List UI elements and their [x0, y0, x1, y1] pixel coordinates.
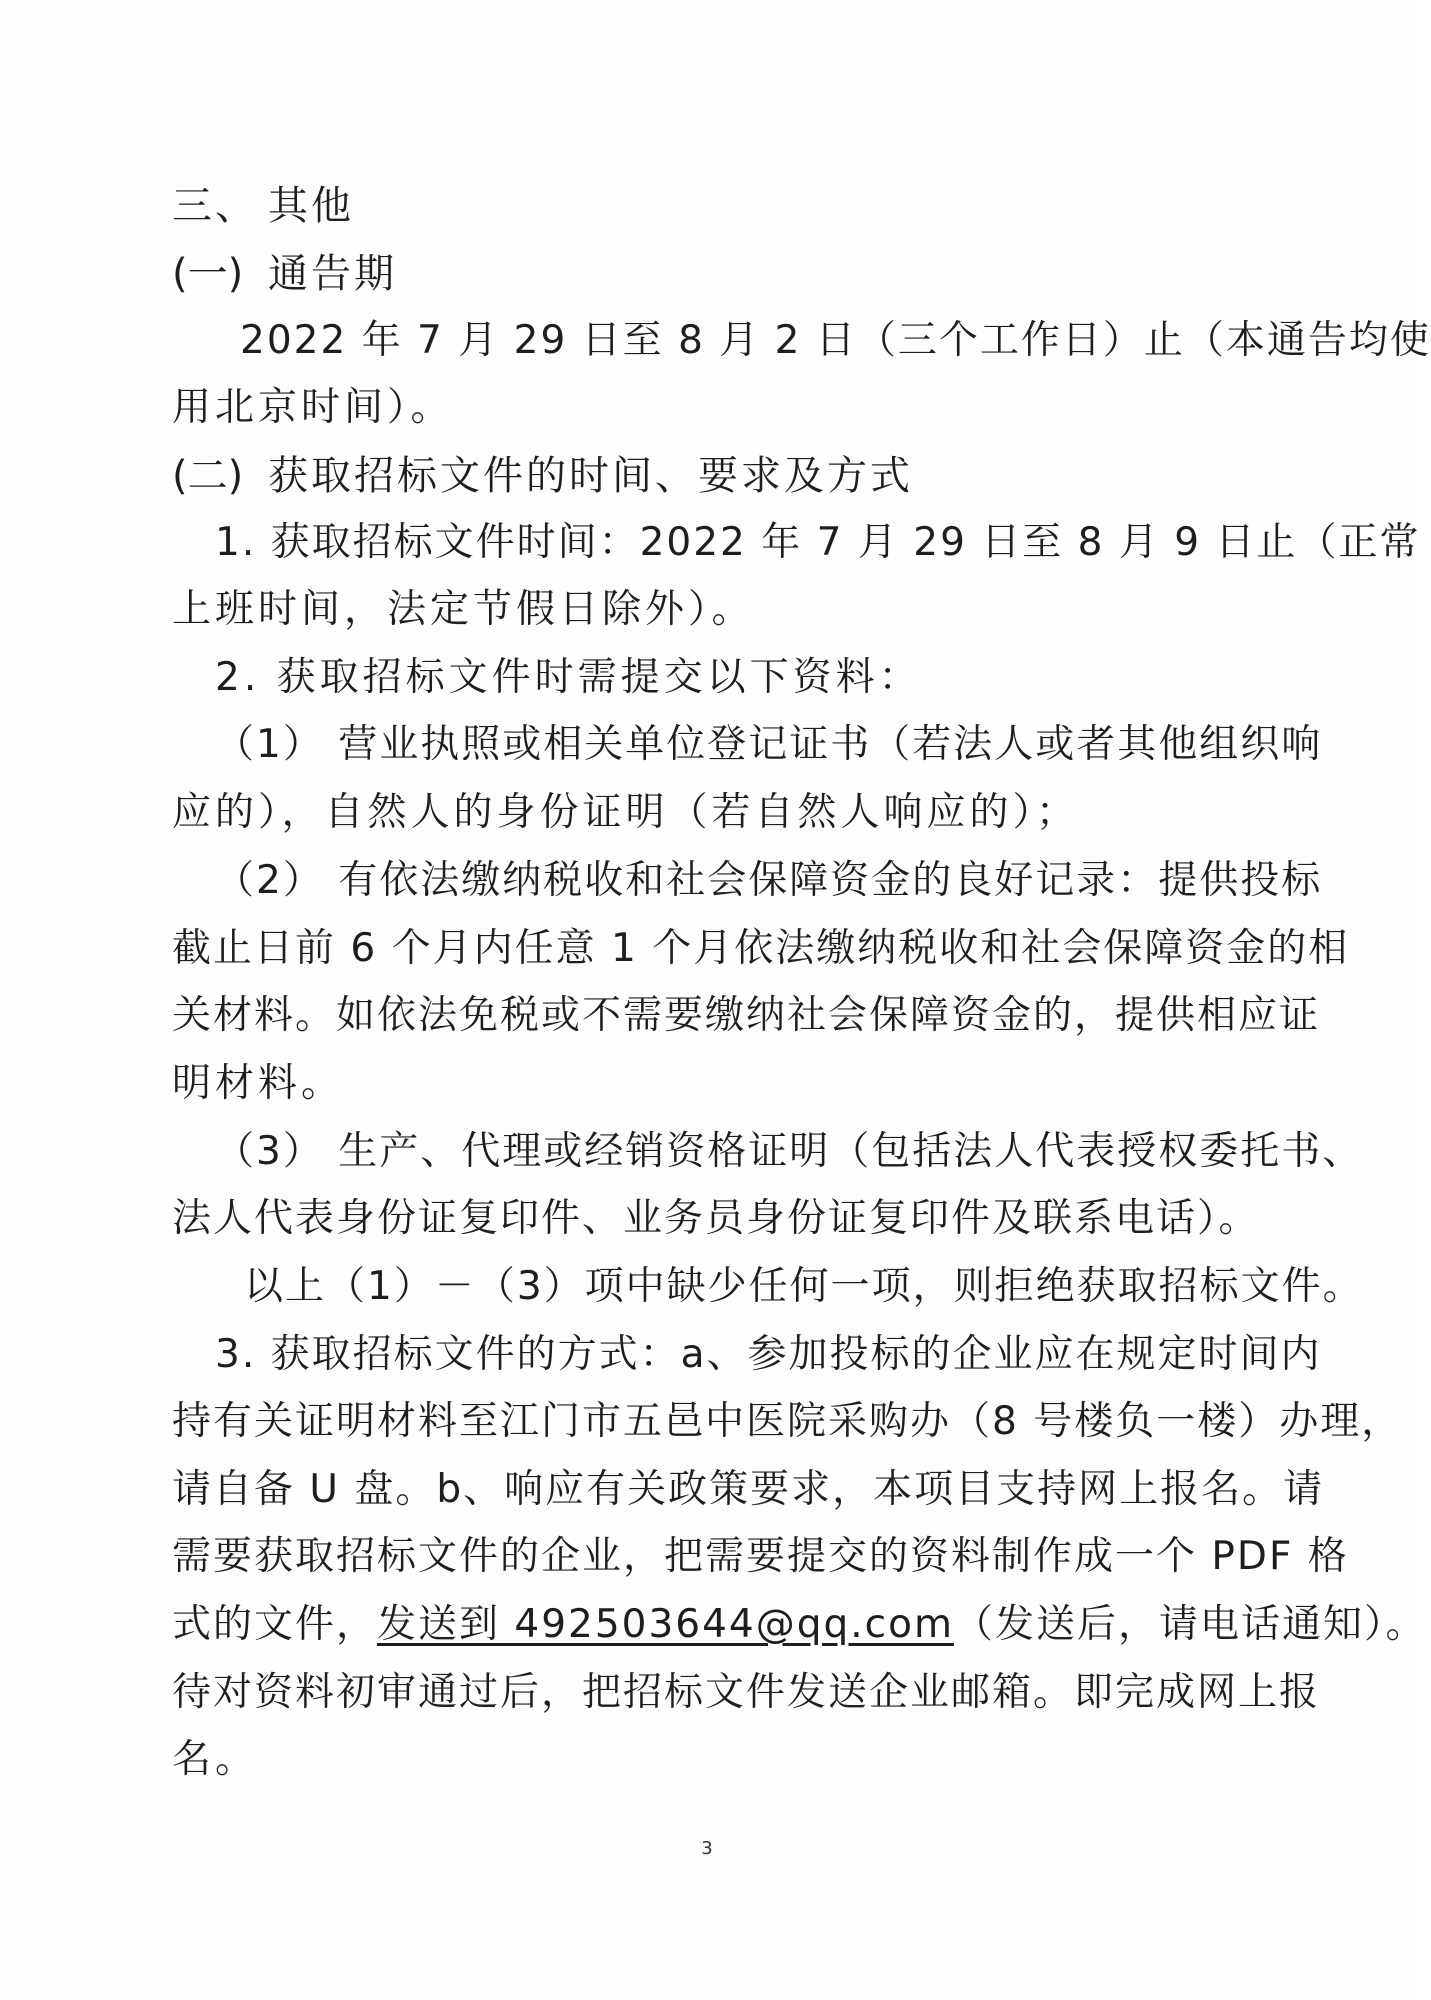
subsection-title: 通告期 [268, 251, 397, 297]
requirement2-line-3: 关材料。如依法免税或不需要缴纳社会保障资金的，提供相应证 [172, 993, 1321, 1038]
requirement3-line-2: 法人代表身份证复印件、业务员身份证复印件及联系电话）。 [172, 1196, 1260, 1241]
section-title: 其他 [268, 183, 354, 229]
notice-period-line-1: 2022 年 7 月 29 日至 8 月 2 日（三个工作日）止（本通告均使 [240, 318, 1431, 363]
subsection-number: (二) [172, 453, 244, 499]
page-number: 3 [701, 1838, 713, 1859]
item3-line-7: 名。 [172, 1737, 259, 1782]
notice-period-line-2: 用北京时间）。 [172, 385, 454, 430]
item1-line-1: 1. 获取招标文件时间：2022 年 7 月 29 日至 8 月 9 日止（正常 [215, 520, 1421, 565]
item3-line-3: 请自备 U 盘。b、响应有关政策要求，本项目支持网上报名。请 [172, 1467, 1325, 1512]
item3-line-1: 3. 获取招标文件的方式：a、参加投标的企业应在规定时间内 [215, 1332, 1322, 1377]
item1-line-2: 上班时间，法定节假日除外）。 [172, 587, 755, 632]
subsection-heading-1 [172, 238, 1242, 310]
email-link[interactable]: 发送到 492503644@qq.com [377, 1602, 954, 1647]
subsection-heading-2 [172, 440, 1242, 512]
item3-line-2: 持有关证明材料至江门市五邑中医院采购办（8 号楼负一楼）办理， [172, 1399, 1403, 1444]
requirement1-line-2: 应的），自然人的身份证明（若自然人响应的）； [172, 790, 1080, 835]
item2-line-1: 2. 获取招标文件时需提交以下资料： [215, 655, 922, 700]
item3-line-5-prefix: 式的文件， [172, 1602, 378, 1647]
requirement2-line-2: 截止日前 6 个月内任意 1 个月依法缴纳税收和社会保障资金的相 [172, 926, 1350, 971]
requirement-note: 以上（1）－（3）项中缺少任何一项，则拒绝获取招标文件。 [244, 1264, 1364, 1309]
item3-line-5 [172, 1589, 1427, 1661]
subsection-title: 获取招标文件的时间、要求及方式 [268, 453, 913, 499]
section-heading [172, 170, 1242, 242]
requirement2-line-1: （2） 有依法缴纳税收和社会保障资金的良好记录：提供投标 [215, 858, 1323, 903]
requirement2-line-4: 明材料。 [172, 1061, 345, 1106]
item3-line-5-suffix: （发送后，请电话通知）。 [953, 1602, 1427, 1647]
requirement1-line-1: （1） 营业执照或相关单位登记证书（若法人或者其他组织响 [215, 722, 1323, 767]
item3-line-4: 需要获取招标文件的企业，把需要提交的资料制作成一个 PDF 格 [172, 1534, 1349, 1579]
item3-line-6: 待对资料初审通过后，把招标文件发送企业邮箱。即完成网上报 [172, 1670, 1321, 1715]
requirement3-line-1: （3） 生产、代理或经销资格证明（包括法人代表授权委托书、 [215, 1129, 1364, 1174]
subsection-number: (一) [172, 251, 244, 297]
section-number: 三、 [172, 183, 258, 229]
